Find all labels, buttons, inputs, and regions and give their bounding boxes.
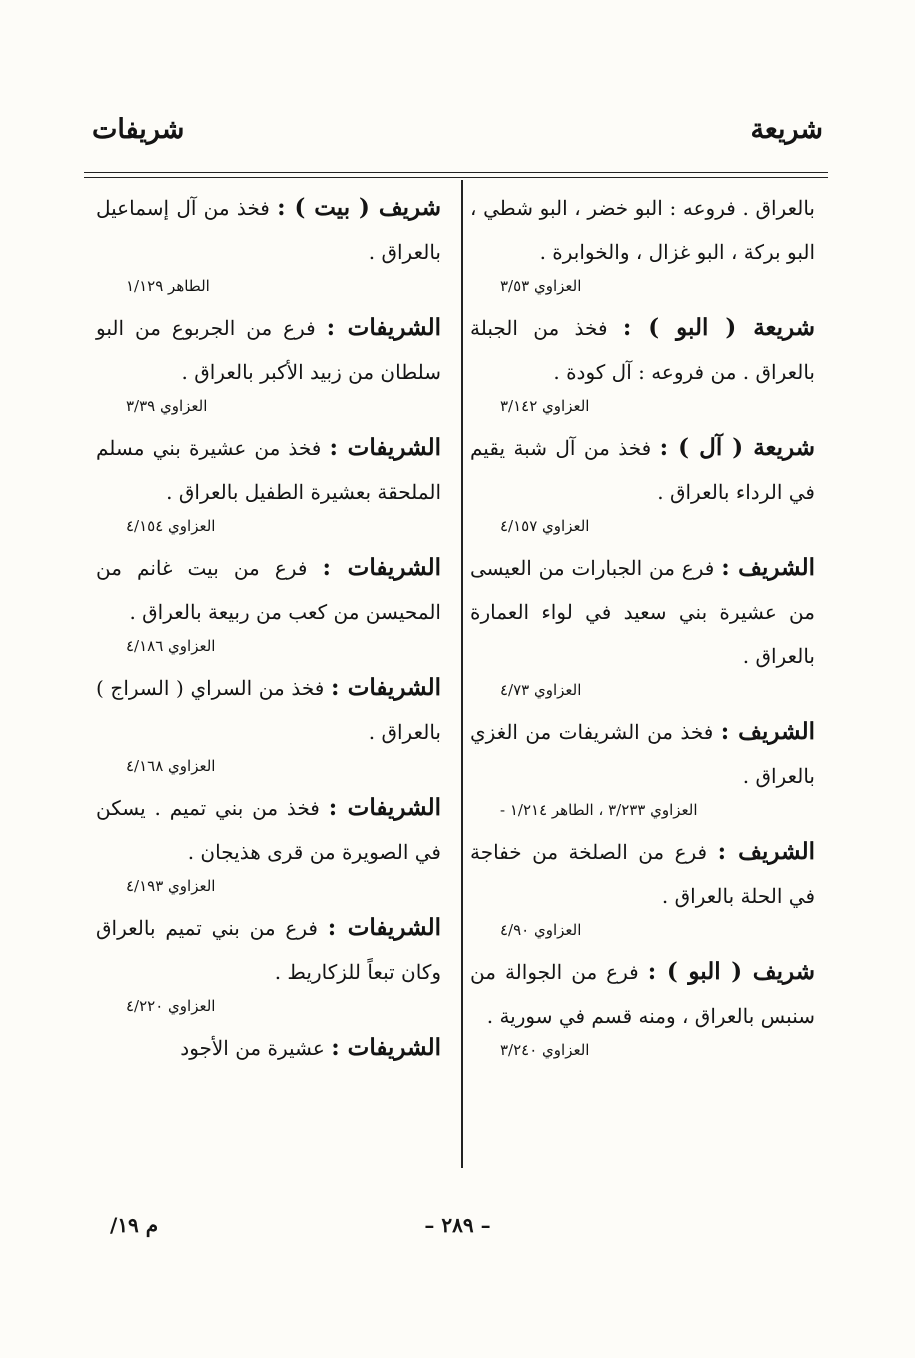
entry-headword: شريف ( البو ) :	[647, 958, 815, 985]
entry-source: العزاوي ٤/٧٣	[500, 681, 582, 699]
entry-source: العزاوي ٤/١٩٣	[126, 877, 216, 895]
dictionary-entry	[470, 186, 815, 296]
entry-source: العزاوي ٤/٢٢٠	[126, 997, 216, 1015]
entry-source: العزاوي ٤/١٥٧	[500, 517, 590, 535]
entry-source: العزاوي ٤/١٥٤	[126, 517, 216, 535]
left-column	[96, 186, 441, 1070]
dictionary-entry	[96, 1026, 441, 1070]
dictionary-entry	[96, 546, 441, 656]
entry-headword: الشريفات :	[322, 554, 441, 581]
entry-text: فخذ من آل إسماعيل بالعراق .	[96, 196, 441, 264]
dictionary-entry	[96, 426, 441, 536]
entry-source: العزاوي ٣/٥٣	[500, 277, 582, 295]
right-column	[470, 186, 815, 1070]
running-head-right: شريعة	[750, 114, 823, 145]
entry-source: العزاوي ٣/٣٩	[126, 397, 208, 415]
entry-source: العزاوي ٤/١٨٦	[126, 637, 216, 655]
entry-headword: الشريف :	[721, 554, 815, 581]
header-rule-bottom	[84, 177, 828, 178]
entry-headword: الشريف :	[720, 718, 815, 745]
entry-source: الطاهر ١/١٢٩	[126, 277, 210, 295]
entry-source: العزاوي ٤/٩٠	[500, 921, 582, 939]
dictionary-entry	[470, 426, 815, 536]
entry-text: فرع من الجبارات من العيسى من عشيرة بني سعيد في لواء العمارة بالعراق .	[470, 556, 815, 668]
entry-text: فخذ من بني تميم . يسكن في الصويرة من قرى هذيجان .	[96, 796, 441, 864]
entry-text: فخذ من السراي ( السراج ) بالعراق .	[96, 676, 441, 744]
dictionary-entry	[96, 186, 441, 296]
entry-headword: الشريف :	[717, 838, 815, 865]
dictionary-entry	[470, 830, 815, 940]
entry-text: فرع من الجوالة من سنبس بالعراق ، ومنه قسم في سورية .	[470, 960, 815, 1028]
dictionary-entry	[96, 906, 441, 1016]
entry-headword: الشريفات :	[329, 434, 441, 461]
entry-text: فرع من بني تميم بالعراق وكان تبعاً للزكاريط .	[96, 916, 441, 984]
column-divider	[461, 180, 463, 1168]
entry-headword: الشريفات :	[328, 794, 441, 821]
entry-headword: الشريفات :	[331, 1034, 441, 1061]
dictionary-entry	[470, 950, 815, 1060]
dictionary-entry	[470, 306, 815, 416]
entry-text: فرع من بيت غانم من المحيسن من كعب من ربيعة بالعراق .	[96, 556, 441, 624]
entry-headword: الشريفات :	[326, 314, 441, 341]
dictionary-entry	[96, 306, 441, 416]
entry-text: بالعراق . فروعه : البو خضر ، البو شطي ، البو بركة ، البو غزال ، والخوابرة .	[470, 196, 815, 264]
header-rule-top	[84, 172, 828, 173]
running-head-left: شريفات	[92, 114, 185, 145]
entry-source: العزاوي ٣/٢٤٠	[500, 1041, 590, 1059]
entry-text: فرع من الجربوع من البو سلطان من زبيد الأكبر بالعراق .	[96, 316, 441, 384]
entry-headword: شريعة ( البو ) :	[622, 314, 815, 341]
entry-text: فخذ من الشريفات من الغزي بالعراق .	[470, 720, 815, 788]
entry-text: فخذ من آل شبة يقيم في الرداء بالعراق .	[470, 436, 815, 504]
entry-headword: شريف ( بيت ) :	[277, 194, 441, 221]
entry-source: العزاوي ٣/١٤٢	[500, 397, 590, 415]
entry-headword: شريعة ( آل ) :	[659, 434, 815, 461]
dictionary-entry	[96, 666, 441, 776]
dictionary-entry	[470, 546, 815, 700]
dictionary-entry	[96, 786, 441, 896]
entry-text: فخذ من عشيرة بني مسلم الملحقة بعشيرة الطفيل بالعراق .	[96, 436, 441, 504]
entry-headword: الشريفات :	[330, 674, 441, 701]
entry-source: العزاوي ٤/١٦٨	[126, 757, 216, 775]
entry-text: عشيرة من الأجود	[180, 1036, 332, 1060]
signature-mark: م ١٩/	[110, 1213, 159, 1237]
dictionary-entry	[470, 710, 815, 820]
entry-source: العزاوي ٣/٢٣٣ ، الطاهر ١/٢١٤ -	[500, 801, 698, 819]
page-number: – ٢٨٩ –	[424, 1213, 491, 1237]
entry-text: فرع من الصلخة من خفاجة في الحلة بالعراق .	[470, 840, 815, 908]
entry-text: فخذ من الجبلة بالعراق . من فروعه : آل كودة .	[470, 316, 815, 384]
entry-headword: الشريفات :	[327, 914, 441, 941]
